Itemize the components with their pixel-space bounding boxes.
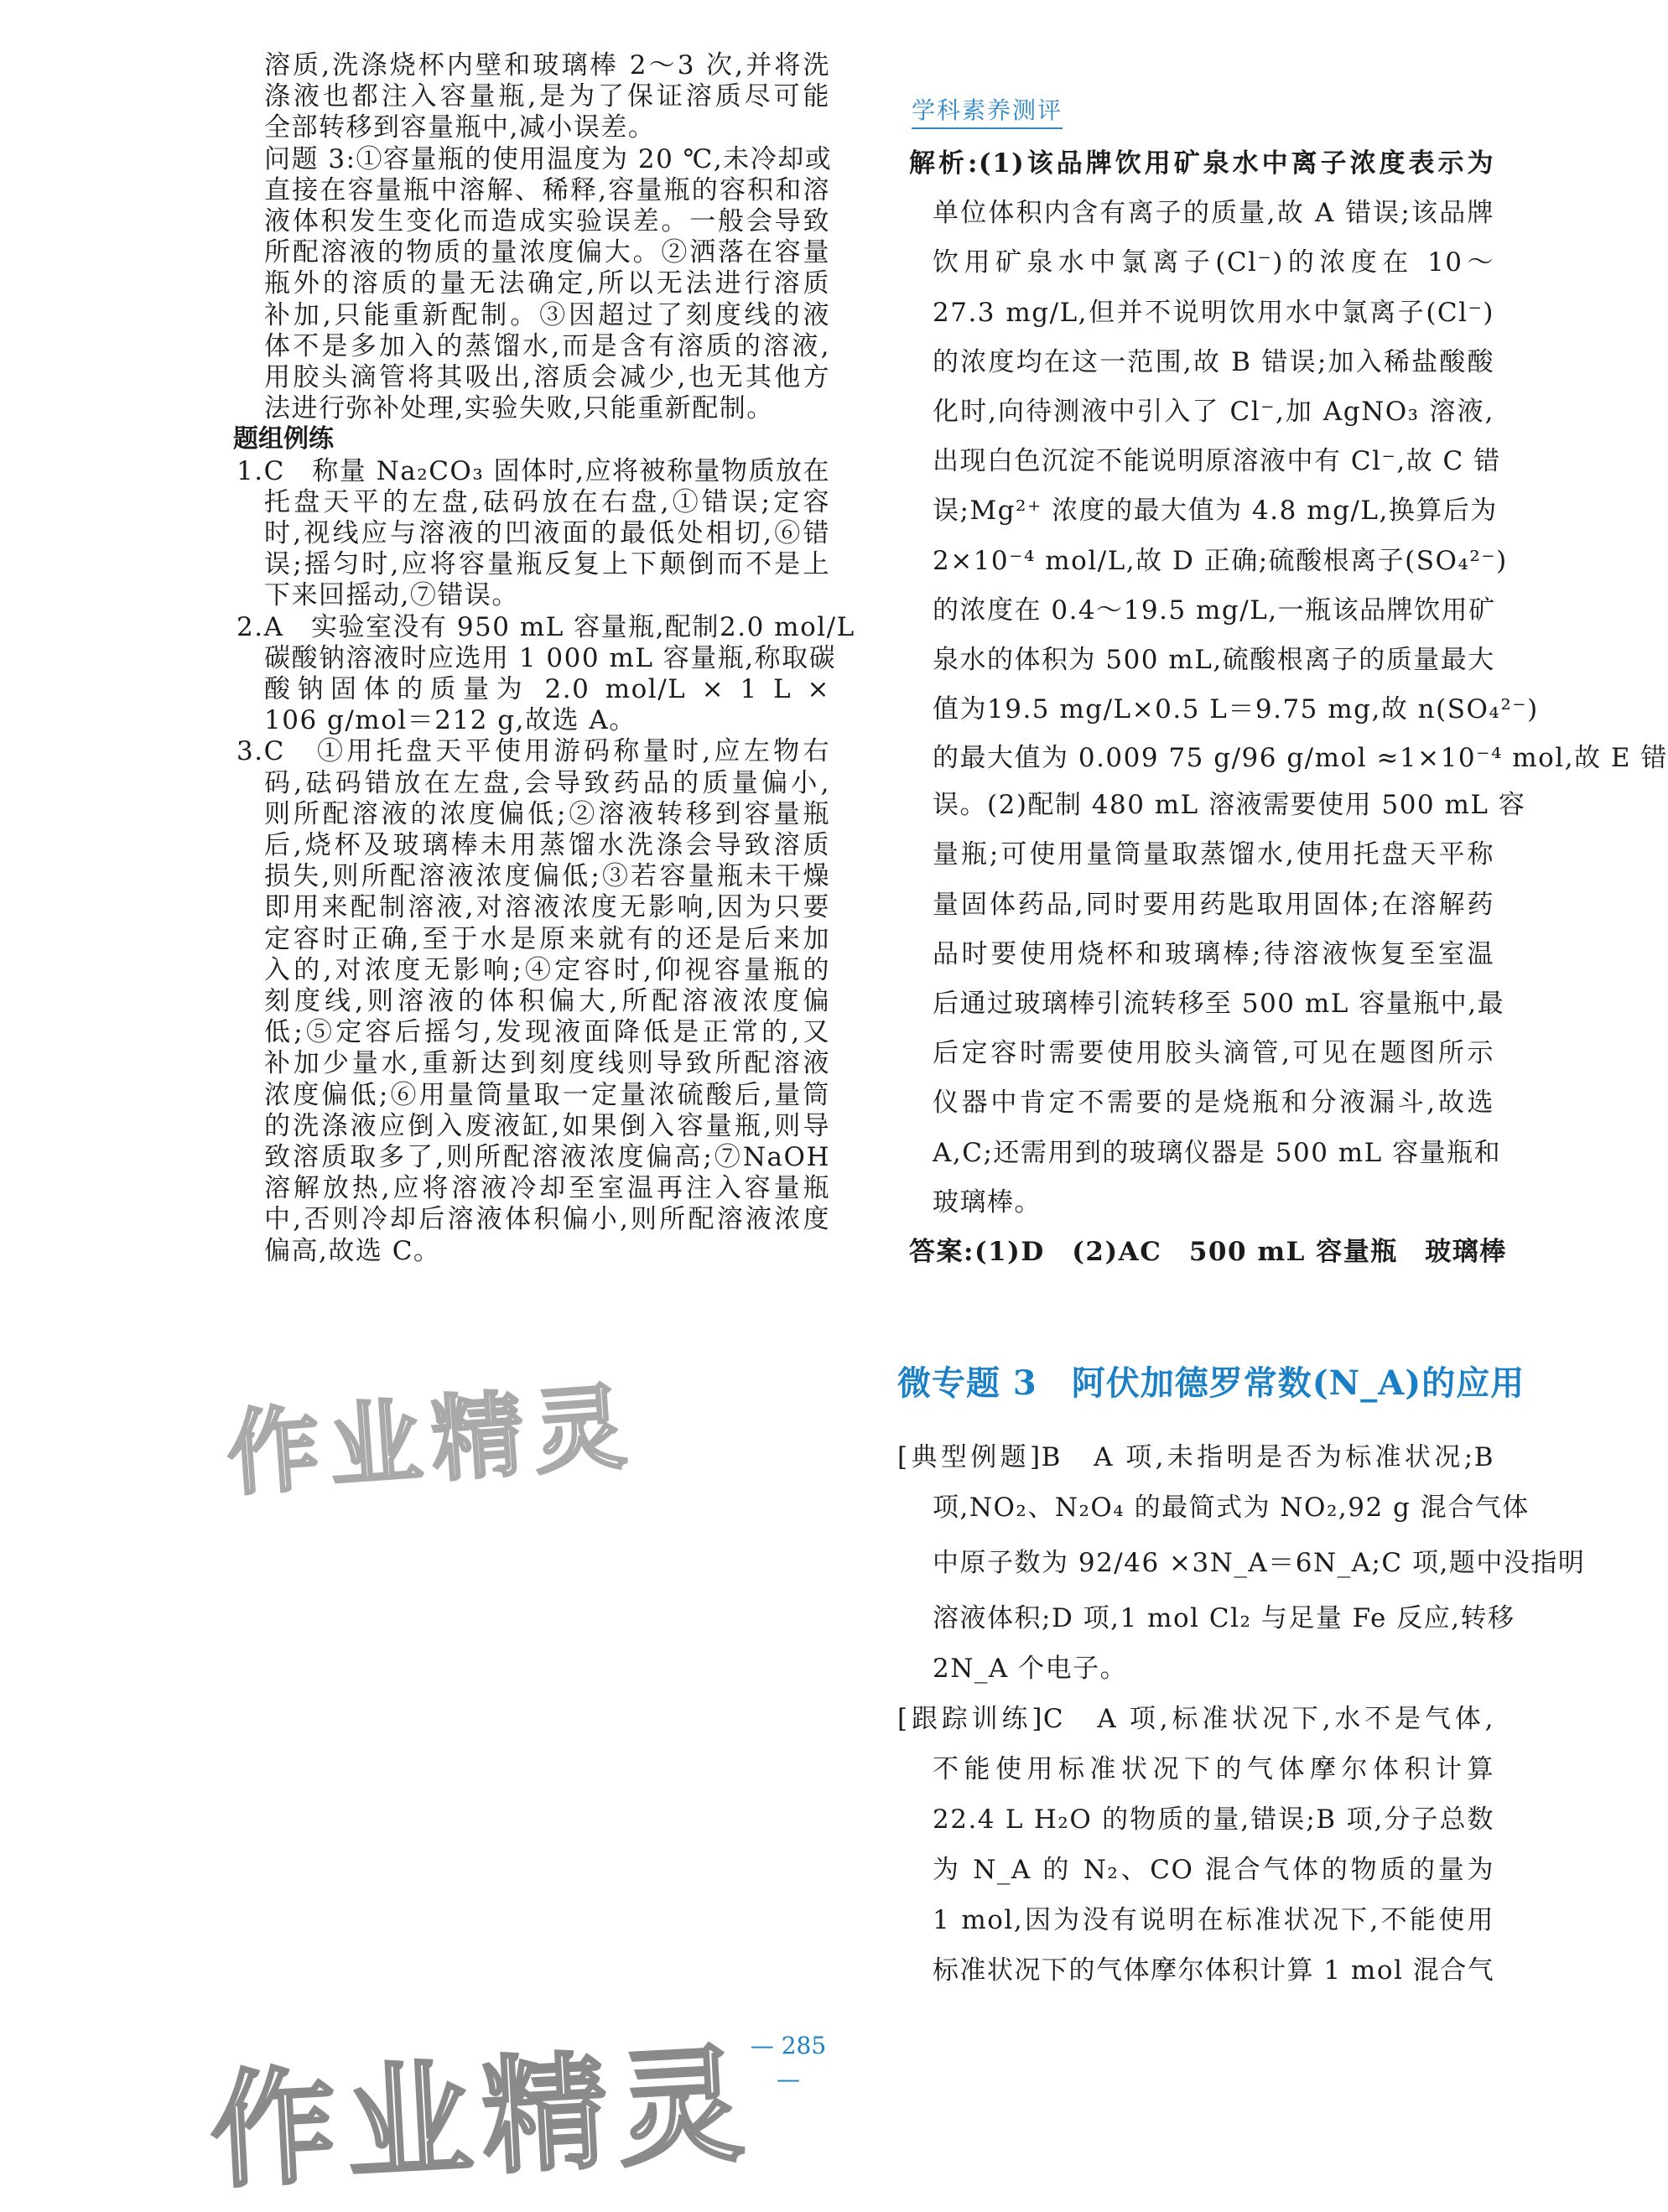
text-line: 中,否则冷却后溶液体积偏小,则所配溶液浓度 — [264, 1204, 830, 1235]
text-line: 法进行弥补处理,实验失败,只能重新配制。 — [264, 393, 774, 424]
text-line: 体不是多加入的蒸馏水,而是含有溶质的溶液, — [264, 330, 830, 361]
text-line: 直接在容量瓶中溶解、稀释,容量瓶的容积和溶 — [264, 174, 830, 205]
text-line: 仪器中肯定不需要的是烧瓶和分液漏斗,故选 — [933, 1088, 1494, 1119]
text-line: 用胶头滴管将其吸出,溶质会减少,也无其他方 — [264, 362, 830, 392]
text-line: 标准状况下的气体摩尔体积计算 1 mol 混合气 — [933, 1955, 1495, 1986]
watermark-bottom: 作业精灵 — [206, 2032, 757, 2206]
text-line: 碳酸钠溶液时应选用 1 000 mL 容量瓶,称取碳 — [264, 642, 837, 673]
text-line: 的洗涤液应倒入废液缸,如果倒入容量瓶,则导 — [264, 1110, 830, 1141]
text-line: 后定容时需要使用胶头滴管,可见在题图所示 — [933, 1038, 1494, 1069]
text-line: 补加少量水,重新达到刻度线则导致所配溶液 — [264, 1048, 830, 1079]
text-line: 答案:(1)D (2)AC 500 mL 容量瓶 玻璃棒 — [909, 1237, 1507, 1267]
text-line: 误;Mg²⁺ 浓度的最大值为 4.8 mg/L,换算后为 — [933, 496, 1498, 527]
text-line: 品时要使用烧杯和玻璃棒;待溶液恢复至室温 — [933, 938, 1494, 969]
text-line: 后通过玻璃棒引流转移至 500 mL 容量瓶中,最 — [933, 989, 1505, 1019]
text-line: 值为19.5 mg/L×0.5 L＝9.75 mg,故 n(SO₄²⁻) — [933, 694, 1539, 725]
text-line: 1 mol,因为没有说明在标准状况下,不能使用 — [933, 1905, 1494, 1935]
text-line: 则所配溶液的浓度偏低;②溶液转移到容量瓶 — [264, 798, 830, 829]
text-line: 误;摇匀时,应将容量瓶反复上下颠倒而不是上 — [264, 549, 830, 580]
text-line: 浓度偏低;⑥用量筒量取一定量浓硫酸后,量筒 — [264, 1079, 830, 1110]
text-line: 涤液也都注入容量瓶,是为了保证溶质尽可能 — [264, 81, 830, 112]
text-line: 时,视线应与溶液的凹液面的最低处相切,⑥错 — [264, 518, 830, 548]
section-tag: 学科素养测评 — [912, 94, 1063, 129]
watermark-mid: 作业精灵 — [223, 1373, 640, 1508]
text-line: 22.4 L H₂O 的物质的量,错误;B 项,分子总数 — [933, 1804, 1494, 1835]
text-line: 化时,向待测液中引入了 Cl⁻,加 AgNO₃ 溶液, — [933, 397, 1494, 427]
section-title: 微专题 3 阿伏加德罗常数(N_A)的应用 — [897, 1363, 1525, 1403]
text-line: 酸钠固体的质量为 2.0 mol/L × 1 L × — [264, 674, 830, 704]
text-line: 106 g/mol＝212 g,故选 A。 — [264, 705, 637, 736]
text-line: 2N_A 个电子。 — [933, 1654, 1128, 1684]
text-line: 2×10⁻⁴ mol/L,故 D 正确;硫酸根离子(SO₄²⁻) — [933, 545, 1508, 576]
text-line: 为 N_A 的 N₂、CO 混合气体的物质的量为 — [933, 1855, 1494, 1885]
text-line: 托盘天平的左盘,砝码放在右盘,①错误;定容 — [264, 486, 830, 517]
text-line: 3.C ①用托盘天平使用游码称量时,应左物右 — [236, 736, 830, 767]
text-line: 码,砝码错放在左盘,会导致药品的质量偏小, — [264, 767, 830, 798]
text-line: 全部转移到容量瓶中,减小误差。 — [264, 112, 656, 143]
text-line: 项,NO₂、N₂O₄ 的最简式为 NO₂,92 g 混合气体 — [933, 1493, 1530, 1523]
text-line: 量瓶;可使用量筒量取蒸馏水,使用托盘天平称 — [933, 839, 1494, 870]
text-line: 定容时正确,至于水是原来就有的还是后来加 — [264, 923, 830, 954]
text-line: 所配溶液的物质的量浓度偏大。②洒落在容量 — [264, 237, 830, 268]
text-line: 致溶质取多了,则所配溶液浓度偏高;⑦NaOH — [264, 1142, 830, 1172]
text-line: 2.A 实验室没有 950 mL 容量瓶,配制2.0 mol/L — [236, 611, 855, 642]
page-number: — 285 — — [750, 2032, 827, 2093]
text-line: 1.C 称量 Na₂CO₃ 固体时,应将被称量物质放在 — [236, 455, 830, 486]
text-line: 溶解放热,应将溶液冷却至室温再注入容量瓶 — [264, 1173, 830, 1204]
text-line: 刻度线,则溶液的体积偏大,所配溶液浓度偏 — [264, 986, 830, 1016]
text-line: 溶质,洗涤烧杯内壁和玻璃棒 2～3 次,并将洗 — [264, 50, 830, 80]
text-line: 的浓度均在这一范围,故 B 错误;加入稀盐酸酸 — [933, 346, 1494, 377]
text-line: 饮用矿泉水中氯离子(Cl⁻)的浓度在 10～ — [933, 247, 1494, 278]
text-line: 偏高,故选 C。 — [264, 1235, 441, 1266]
text-line: 损失,则所配溶液浓度偏低;③若容量瓶未干燥 — [264, 861, 830, 892]
text-line: 不能使用标准状况下的气体摩尔体积计算 — [933, 1754, 1494, 1784]
text-line: 单位体积内含有离子的质量,故 A 错误;该品牌 — [933, 198, 1494, 229]
text-line: 量固体药品,同时要用药匙取用固体;在溶解药 — [933, 889, 1494, 920]
subsection-heading: 题组例练 — [233, 424, 334, 454]
text-line: 即用来配制溶液,对溶液浓度无影响,因为只要 — [264, 892, 830, 923]
text-line: 问题 3:①容量瓶的使用温度为 20 ℃,未冷却或 — [264, 143, 833, 174]
text-line: 27.3 mg/L,但并不说明饮用水中氯离子(Cl⁻) — [933, 297, 1494, 328]
text-line: [跟踪训练]C A 项,标准状况下,水不是气体, — [897, 1704, 1494, 1734]
text-line: 玻璃棒。 — [933, 1186, 1042, 1218]
text-line: 中原子数为 92/46 ×3N_A＝6N_A;C 项,题中没指明 — [933, 1548, 1586, 1578]
text-line: 瓶外的溶质的量无法确定,所以无法进行溶质 — [264, 268, 830, 299]
text-line: 液体积发生变化而造成实验误差。一般会导致 — [264, 206, 830, 236]
text-line: 补加,只能重新配制。③因超过了刻度线的液 — [264, 299, 830, 330]
text-line: 后,烧杯及玻璃棒未用蒸馏水洗涤会导致溶质 — [264, 830, 830, 860]
text-line: 误。(2)配制 480 mL 溶液需要使用 500 mL 容 — [933, 790, 1526, 821]
text-line: 低;⑤定容后摇匀,发现液面降低是正常的,又 — [264, 1017, 830, 1048]
text-line: 解析:(1)该品牌饮用矿泉水中离子浓度表示为 — [909, 148, 1494, 179]
text-line: 入的,对浓度无影响;④定容时,仰视容量瓶的 — [264, 954, 830, 985]
text-line: 下来回摇动,⑦错误。 — [264, 580, 519, 611]
text-line: A,C;还需用到的玻璃仪器是 500 mL 容量瓶和 — [933, 1137, 1502, 1168]
text-line: 溶液体积;D 项,1 mol Cl₂ 与足量 Fe 反应,转移 — [933, 1603, 1515, 1633]
text-line: [典型例题]B A 项,未指明是否为标准状况;B — [897, 1442, 1494, 1472]
text-line: 泉水的体积为 500 mL,硫酸根离子的质量最大 — [933, 645, 1495, 675]
text-line: 的浓度在 0.4～19.5 mg/L,一瓶该品牌饮用矿 — [933, 595, 1496, 626]
text-line: 出现白色沉淀不能说明原溶液中有 Cl⁻,故 C 错 — [933, 446, 1501, 477]
text-line: 的最大值为 0.009 75 g/96 g/mol ≈1×10⁻⁴ mol,故 E 错 — [933, 743, 1668, 774]
